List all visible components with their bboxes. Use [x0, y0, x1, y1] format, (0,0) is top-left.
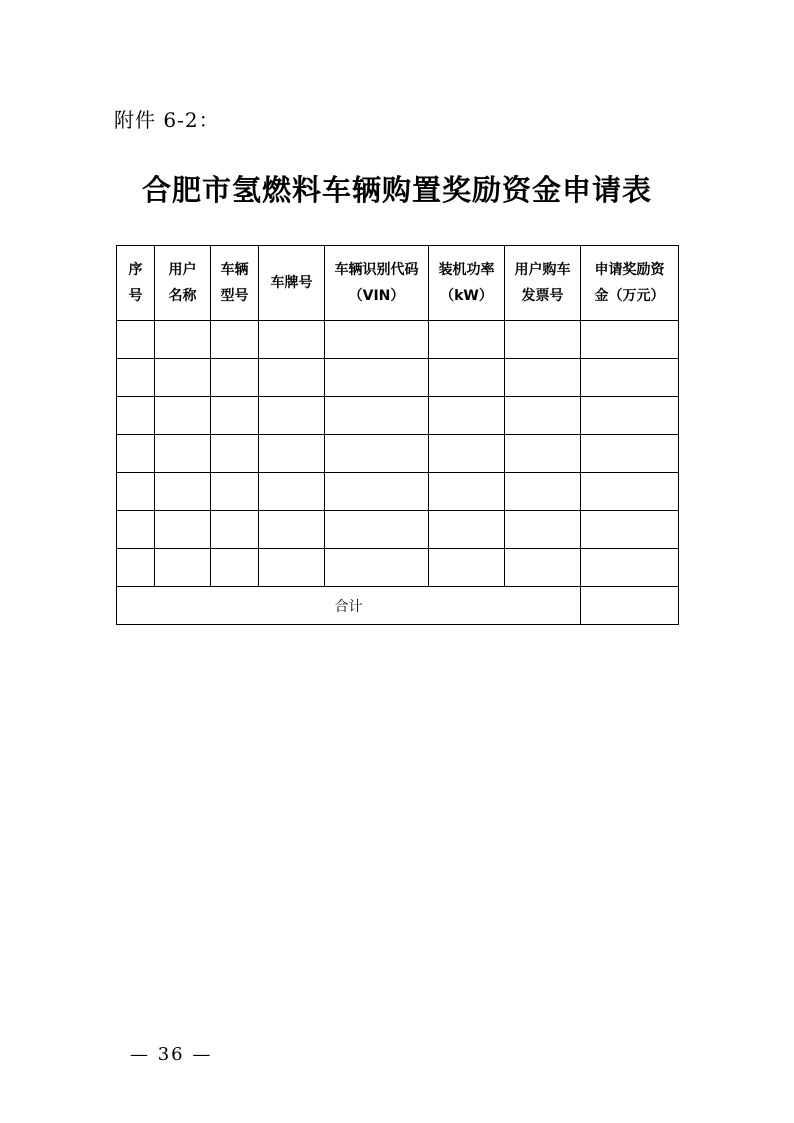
table-cell[interactable] [211, 511, 259, 549]
table-cell[interactable] [505, 435, 581, 473]
table-cell[interactable] [155, 511, 211, 549]
table-cell[interactable] [211, 435, 259, 473]
table-cell[interactable] [325, 473, 429, 511]
table-cell[interactable] [429, 359, 505, 397]
table-cell[interactable] [117, 397, 155, 435]
header-row [117, 246, 679, 321]
table-cell[interactable] [429, 397, 505, 435]
table-cell[interactable] [325, 435, 429, 473]
table-cell[interactable] [259, 473, 325, 511]
header-power: 装机功率 （kW） [429, 246, 505, 321]
table-cell[interactable] [117, 359, 155, 397]
table-cell[interactable] [429, 473, 505, 511]
table-cell[interactable] [211, 473, 259, 511]
table-cell[interactable] [505, 359, 581, 397]
table-row [117, 511, 679, 549]
table-cell[interactable] [581, 511, 679, 549]
table-cell[interactable] [155, 549, 211, 587]
table-cell[interactable] [155, 359, 211, 397]
table-cell[interactable] [117, 321, 155, 359]
header-subsidy-amount: 申请奖励资 金（万元） [581, 246, 679, 321]
header-vin: 车辆识别代码 （VIN） [325, 246, 429, 321]
table-cell[interactable] [325, 321, 429, 359]
table-cell[interactable] [117, 435, 155, 473]
table-cell[interactable] [505, 511, 581, 549]
table-cell[interactable] [155, 473, 211, 511]
page-title: 合肥市氢燃料车辆购置奖励资金申请表 [141, 173, 652, 207]
table-cell[interactable] [505, 473, 581, 511]
attachment-label: 附件 6-2： [114, 108, 220, 132]
table-cell[interactable] [259, 435, 325, 473]
table-cell[interactable] [325, 397, 429, 435]
table-cell[interactable] [325, 549, 429, 587]
table-cell[interactable] [325, 359, 429, 397]
table-cell[interactable] [259, 397, 325, 435]
table-cell[interactable] [581, 397, 679, 435]
table-row [117, 359, 679, 397]
table-cell[interactable] [429, 549, 505, 587]
header-user-name: 用户 名称 [155, 246, 211, 321]
table-cell[interactable] [325, 511, 429, 549]
table-cell[interactable] [429, 435, 505, 473]
table-cell[interactable] [117, 473, 155, 511]
table-cell[interactable] [155, 435, 211, 473]
table-cell[interactable] [211, 359, 259, 397]
table-cell[interactable] [429, 321, 505, 359]
table-cell[interactable] [155, 321, 211, 359]
table-cell[interactable] [581, 321, 679, 359]
total-row [117, 587, 679, 625]
table-cell[interactable] [505, 549, 581, 587]
table-cell[interactable] [211, 397, 259, 435]
table-cell[interactable] [259, 359, 325, 397]
table-cell[interactable] [505, 397, 581, 435]
table-cell[interactable] [259, 549, 325, 587]
table-cell[interactable] [117, 549, 155, 587]
header-serial-number: 序 号 [117, 246, 155, 321]
table-cell[interactable] [259, 321, 325, 359]
table-cell[interactable] [429, 511, 505, 549]
table-row [117, 473, 679, 511]
table-cell[interactable] [117, 511, 155, 549]
table-cell[interactable] [211, 321, 259, 359]
total-amount-cell[interactable] [581, 587, 679, 625]
table-cell[interactable] [211, 549, 259, 587]
header-vehicle-model: 车辆 型号 [211, 246, 259, 321]
table-cell[interactable] [581, 359, 679, 397]
table-cell[interactable] [581, 473, 679, 511]
page-number: — 36 — [130, 1044, 213, 1065]
table-cell[interactable] [581, 549, 679, 587]
table-row [117, 435, 679, 473]
table-row [117, 397, 679, 435]
table-row [117, 321, 679, 359]
application-table [116, 245, 679, 625]
table-cell[interactable] [259, 511, 325, 549]
table-row [117, 549, 679, 587]
total-label: 合计 [117, 587, 581, 625]
header-invoice-number: 用户购车 发票号 [505, 246, 581, 321]
table-cell[interactable] [505, 321, 581, 359]
header-license-plate: 车牌号 [259, 246, 325, 321]
table-cell[interactable] [155, 397, 211, 435]
table-cell[interactable] [581, 435, 679, 473]
